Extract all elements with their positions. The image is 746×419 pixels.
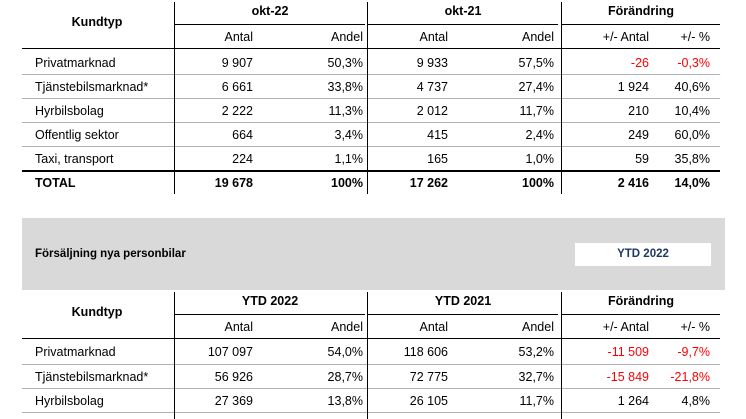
cell-pct: -9,7% <box>677 345 710 359</box>
cell-antal-1: 107 097 <box>207 345 253 359</box>
cell-antal-1: 664 <box>232 128 253 142</box>
row-label: Tjänstebilsmarknad* <box>35 370 149 384</box>
sub-andel-2: Andel <box>522 320 554 334</box>
period1-header: YTD 2022 <box>241 294 299 308</box>
section-title: Försäljning nya personbilar <box>35 248 186 260</box>
row-label: Offentlig sektor <box>35 128 119 142</box>
cell-pct: 4,8% <box>681 394 710 408</box>
cell-andel-1: 13,8% <box>327 394 363 408</box>
total-label: TOTAL <box>35 176 76 190</box>
cell-diff: 210 <box>628 104 649 118</box>
cell-antal-2: 165 <box>427 152 448 166</box>
cell-diff: 1 924 <box>617 80 649 94</box>
cell-andel-1: 50,3% <box>327 56 363 70</box>
cell-antal-2: 26 105 <box>409 394 448 408</box>
cell-pct: 10,4% <box>674 104 710 118</box>
period1-header: okt-22 <box>251 4 289 18</box>
total-antal-2: 17 262 <box>409 176 448 190</box>
sub-antal-2: Antal <box>419 320 448 334</box>
total-diff: 2 416 <box>617 176 649 190</box>
cell-andel-2: 57,5% <box>518 56 554 70</box>
cell-andel-2: 32,7% <box>518 370 554 384</box>
cell-antal-1: 6 661 <box>221 80 253 94</box>
cell-antal-2: 4 737 <box>416 80 448 94</box>
cell-andel-2: 27,4% <box>518 80 554 94</box>
row-label: Hyrbilsbolag <box>35 104 104 118</box>
kundtyp-header: Kundtyp <box>71 305 123 319</box>
cell-antal-2: 2 012 <box>416 104 448 118</box>
row-label: Privatmarknad <box>35 56 116 70</box>
cell-andel-1: 28,7% <box>327 370 363 384</box>
row-label: Privatmarknad <box>35 345 116 359</box>
cell-pct: 60,0% <box>674 128 710 142</box>
cell-diff: 1 264 <box>617 394 649 408</box>
sub-antal-1: Antal <box>224 320 253 334</box>
cell-antal-2: 9 933 <box>416 56 448 70</box>
cell-pct: -0,3% <box>677 56 710 70</box>
change-header: Förändring <box>608 4 674 18</box>
cell-andel-1: 3,4% <box>334 128 363 142</box>
cell-andel-2: 2,4% <box>525 128 554 142</box>
cell-pct: 40,6% <box>674 80 710 94</box>
cell-antal-1: 27 369 <box>214 394 253 408</box>
total-antal-1: 19 678 <box>214 176 253 190</box>
cell-diff: -26 <box>630 56 649 70</box>
sub-andel-2: Andel <box>522 30 554 44</box>
sub-antal-2: Antal <box>419 30 448 44</box>
kundtyp-header: Kundtyp <box>71 15 123 29</box>
cell-antal-1: 56 926 <box>214 370 253 384</box>
cell-antal-2: 118 606 <box>403 345 448 359</box>
ytd-selector-label: YTD 2022 <box>617 248 669 260</box>
sub-andel-1: Andel <box>331 320 363 334</box>
cell-antal-1: 224 <box>232 152 253 166</box>
sub-pm-pct: +/- % <box>680 320 710 334</box>
cell-andel-1: 11,3% <box>328 104 363 118</box>
cell-diff: 59 <box>635 152 649 166</box>
sub-pm-antal: +/- Antal <box>602 30 649 44</box>
total-andel-2: 100% <box>522 176 554 190</box>
cell-antal-1: 2 222 <box>221 104 253 118</box>
cell-andel-1: 33,8% <box>327 80 363 94</box>
period2-header: okt-21 <box>444 4 482 18</box>
cell-antal-2: 415 <box>427 128 448 142</box>
total-andel-1: 100% <box>331 176 363 190</box>
cell-andel-1: 54,0% <box>327 345 363 359</box>
total-pct: 14,0% <box>674 176 710 190</box>
cell-antal-1: 9 907 <box>221 56 253 70</box>
change-header: Förändring <box>608 294 674 308</box>
sub-pm-antal: +/- Antal <box>602 320 649 334</box>
row-label: Taxi, transport <box>35 152 114 166</box>
sub-antal-1: Antal <box>224 30 253 44</box>
cell-pct: -21,8% <box>670 370 710 384</box>
cell-andel-2: 53,2% <box>518 345 554 359</box>
cell-diff: -15 849 <box>606 370 649 384</box>
period2-header: YTD 2021 <box>434 294 492 308</box>
row-label: Hyrbilsbolag <box>35 394 104 408</box>
cell-diff: 249 <box>628 128 649 142</box>
cell-diff: -11 509 <box>607 345 649 359</box>
cell-antal-2: 72 775 <box>409 370 448 384</box>
row-label: Tjänstebilsmarknad* <box>35 80 149 94</box>
cell-andel-2: 11,7% <box>519 104 554 118</box>
sub-andel-1: Andel <box>331 30 363 44</box>
sub-pm-pct: +/- % <box>680 30 710 44</box>
cell-andel-1: 1,1% <box>334 152 363 166</box>
cell-andel-2: 1,0% <box>525 152 554 166</box>
cell-andel-2: 11,7% <box>519 394 554 408</box>
cell-pct: 35,8% <box>674 152 710 166</box>
